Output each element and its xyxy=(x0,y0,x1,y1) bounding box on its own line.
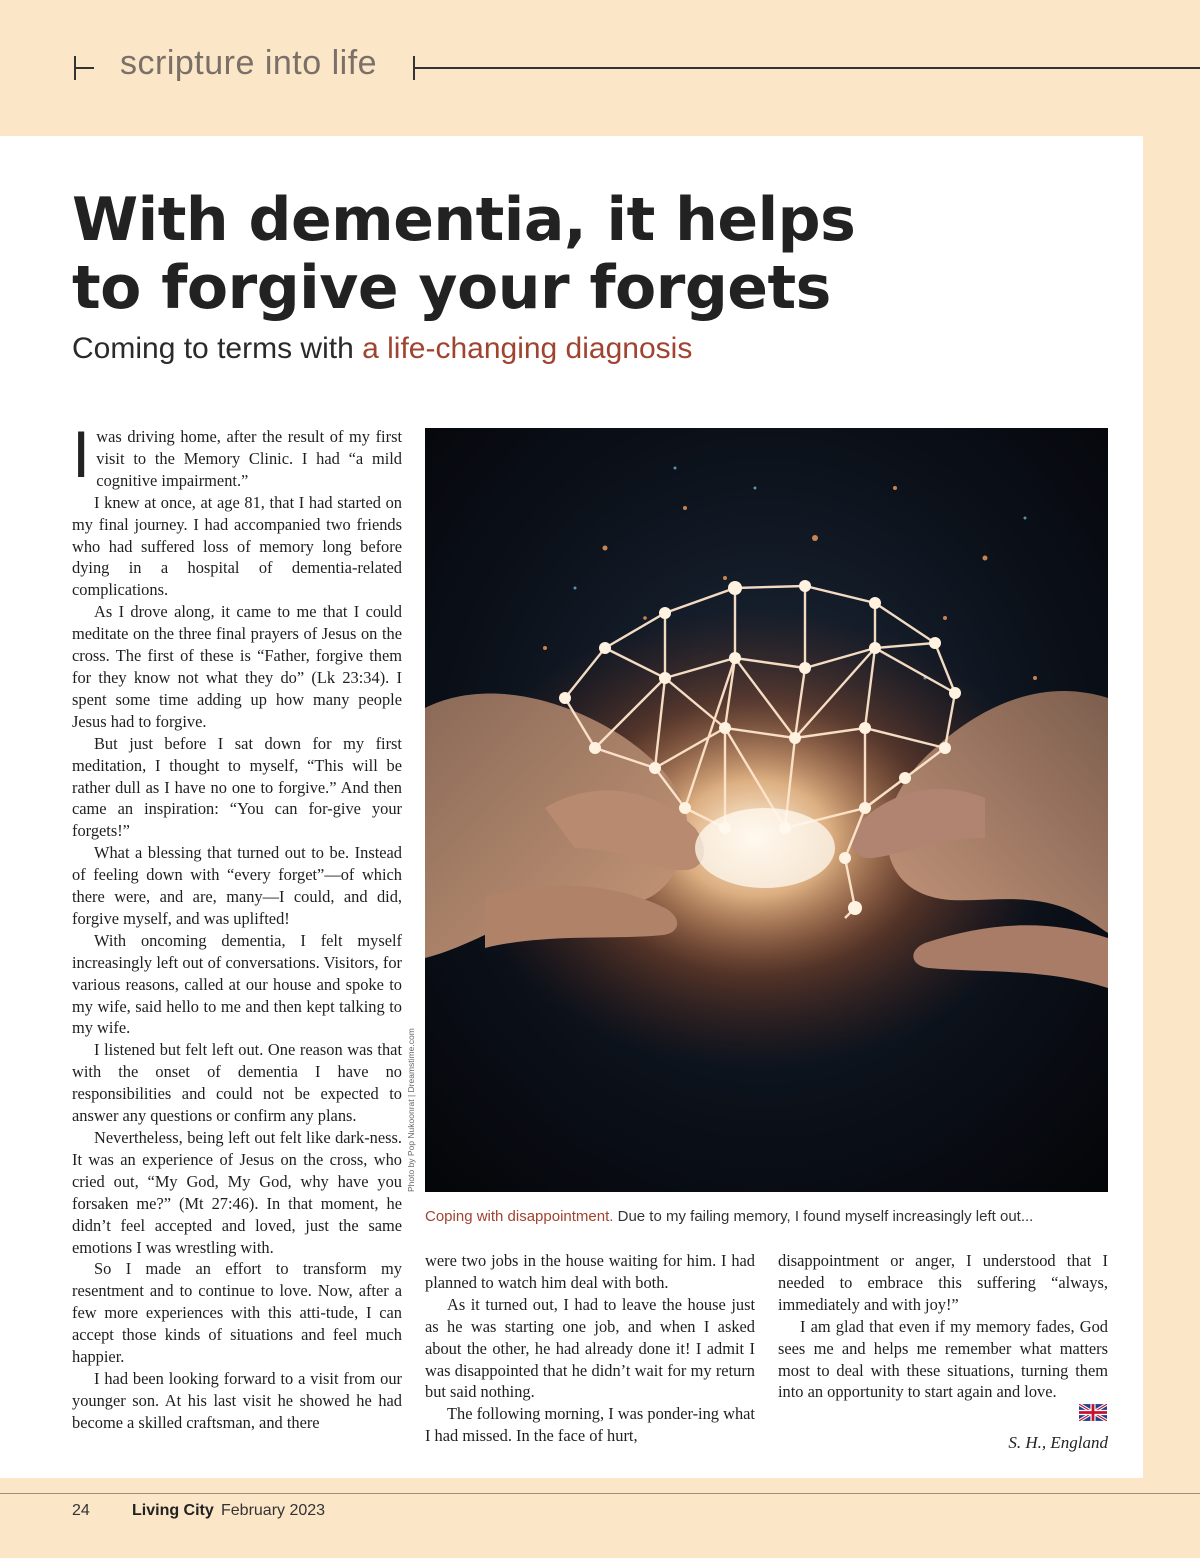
publication-name: Living City xyxy=(132,1502,214,1519)
caption-text: Due to my failing memory, I found myself increasingly left out... xyxy=(613,1208,1034,1225)
issue-date: February 2023 xyxy=(221,1502,326,1519)
uk-flag-icon xyxy=(1079,1404,1107,1421)
article-column-3 xyxy=(778,1250,1108,1403)
paragraph: I am glad that even if my memory fades, God sees me and helps me remember what matters most to deal with these situations, turning them into an opportunity to start again and love. xyxy=(778,1316,1108,1402)
section-rule xyxy=(413,67,1200,69)
paragraph: The following morning, I was ponder-ing what I had missed. In the face of hurt, xyxy=(425,1404,755,1446)
section-tick-left-bar xyxy=(74,67,94,69)
paragraph: As it turned out, I had to leave the house just as he was starting one job, and when I asked about the other, he had already done it! I admit I was disappointed that he didn’t wait for my return but said nothing. xyxy=(425,1294,755,1402)
page-number: 24 xyxy=(72,1502,90,1519)
article-photo xyxy=(425,428,1108,1192)
paragraph: I listened but felt left out. One reason was that with the onset of dementia I have no responsibilities and could not be expected to answer any questions or confirm any plans. xyxy=(72,1040,402,1126)
photo-caption xyxy=(425,1208,1125,1225)
caption-lead: Coping with disappointment. xyxy=(425,1208,614,1225)
article-column-2 xyxy=(425,1250,755,1447)
paragraph: Iwas driving home, after the result of my first visit to the Memory Clinic. I had “a mild cognitive impairment.” xyxy=(72,419,402,492)
paragraph: Nevertheless, being left out felt like dark-ness. It was an experience of Jesus on the cross, who cried out, “My God, My God, why have you forsaken me?” (Mt 27:46). In that moment, he didn’t feel accepted and loved, just the same emotions I was wrestling with. xyxy=(72,1128,402,1257)
section-label: scripture into life xyxy=(120,44,378,82)
paragraph: So I made an effort to transform my resentment and to continue to love. Now, after a few more experiences with this atti-tude, I can accept those kinds of situations and feel much happier. xyxy=(72,1259,402,1367)
paragraph: As I drove along, it came to me that I could meditate on the three final prayers of Jesus on the cross. The first of these is “Father, forgive them for they know not what they do” (Lk 23:34). I spent some time adding up how many people Jesus had to forgive. xyxy=(72,602,402,731)
paragraph: disappointment or anger, I understood that I needed to embrace this suffering “always, immediately and with joy!” xyxy=(778,1251,1108,1314)
glowing-brain-hands-illustration xyxy=(425,428,1108,1192)
paragraph: were two jobs in the house waiting for him. I had planned to watch him deal with both. xyxy=(425,1251,755,1292)
photo-credit: Photo by Pop Nukoonrat | Dreamstime.com xyxy=(406,1028,416,1192)
paragraph: I knew at once, at age 81, that I had started on my final journey. I had accompanied two friends who had suffered loss of memory long before dying in a hospital of dementia-related complications. xyxy=(72,492,402,600)
article-column-1 xyxy=(72,419,402,1434)
article-subhead xyxy=(72,332,692,366)
section-header xyxy=(0,0,1200,136)
subhead-text: Coming to terms with xyxy=(72,332,363,365)
footer-rule xyxy=(0,1493,1200,1494)
dropcap: I xyxy=(72,419,91,492)
article-headline: With dementia, it helps to forgive your forgets xyxy=(72,185,856,323)
author-signoff: S. H., England xyxy=(1008,1433,1108,1452)
paragraph: But just before I sat down for my first meditation, I thought to myself, “This will be rather dull as I have no one to forgive.” And then came an inspiration: “You can for-give your forgets!” xyxy=(72,733,402,841)
subhead-accent: a life-changing diagnosis xyxy=(362,332,693,365)
paragraph: With oncoming dementia, I felt myself increasingly left out of conversations. Visitors, for various reasons, called at our house and spoke to my wife, said hello to me and then kept talking to my wife. xyxy=(72,930,402,1038)
paragraph: What a blessing that turned out to be. Instead of feeling down with “every forget”—of which there were, and are, many—I could, and did, forgive myself, and was uplifted! xyxy=(72,843,402,928)
paragraph: I had been looking forward to a visit from our younger son. At his last visit he showed he had become a skilled craftsman, and there xyxy=(72,1368,402,1432)
